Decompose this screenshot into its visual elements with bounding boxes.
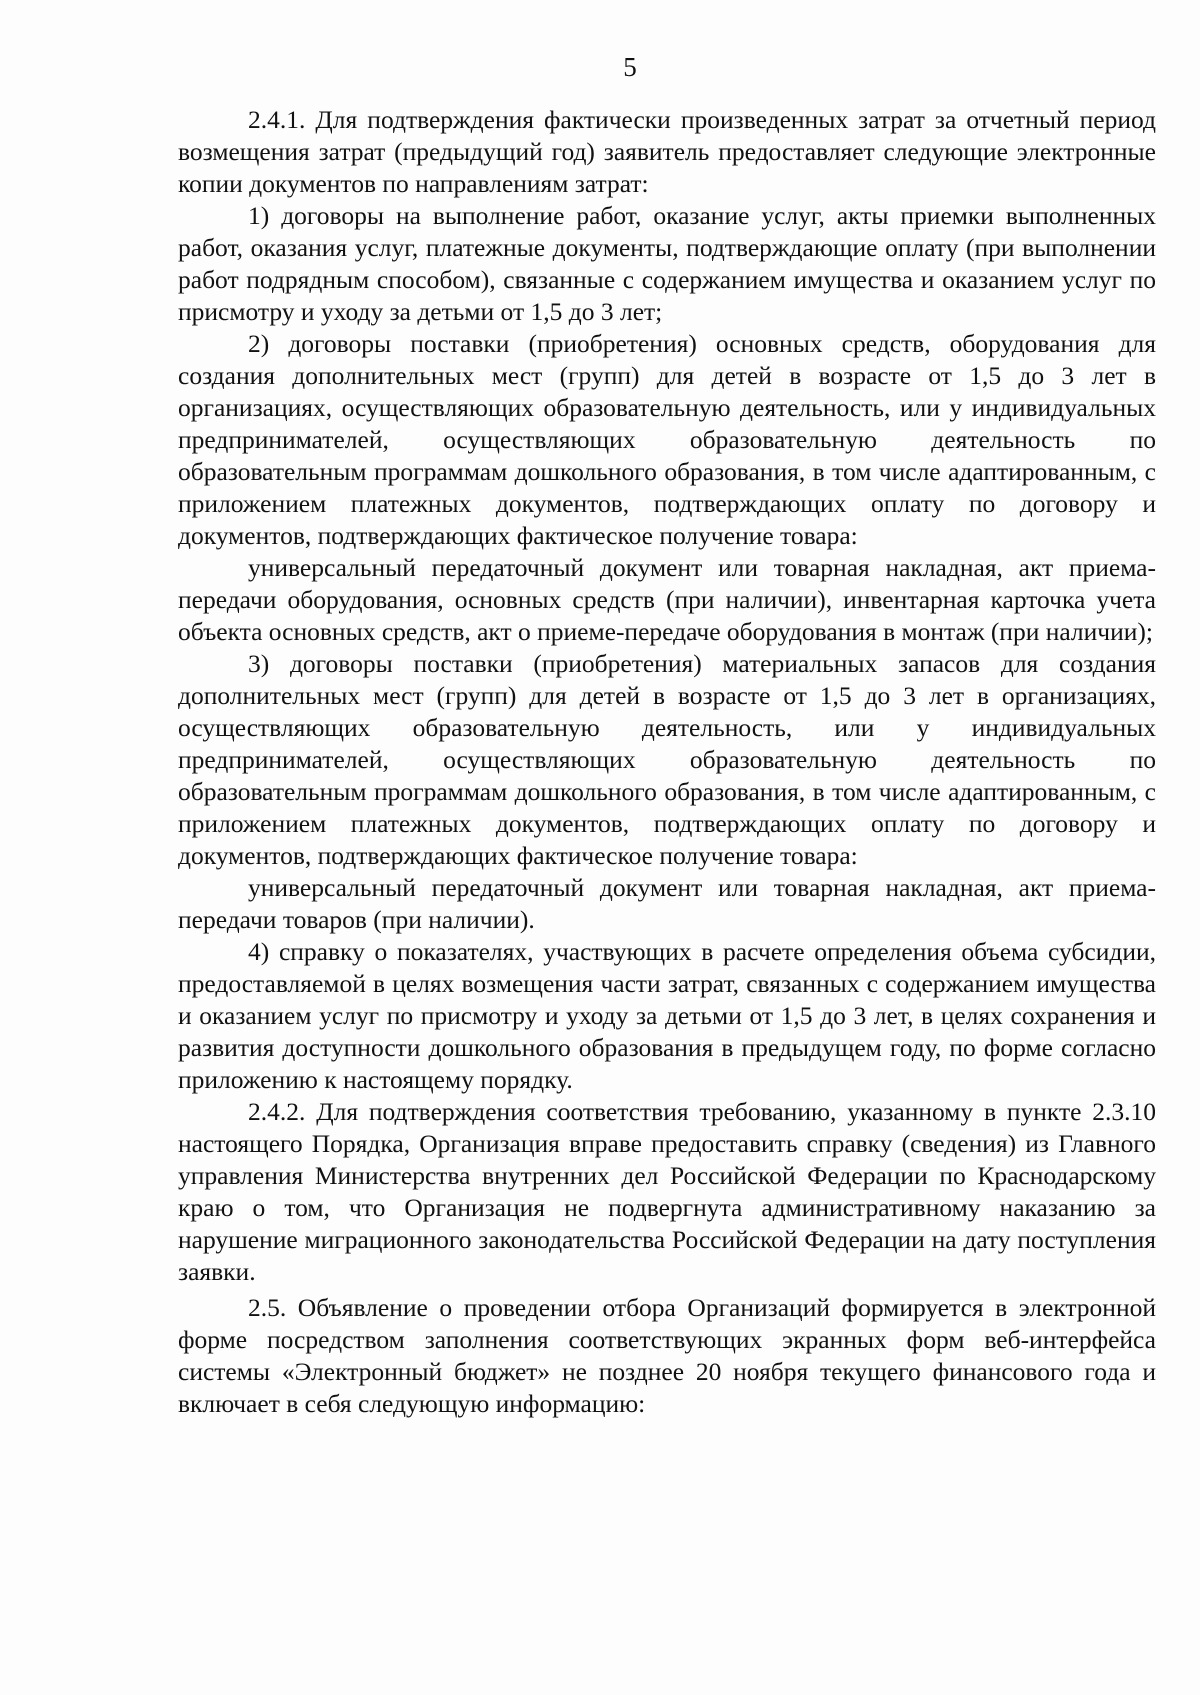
list-item-3: 3) договоры поставки (приобретения) материальных запасов для создания дополнительных мест (групп) для детей в возрасте от 1,5 до 3 лет в организациях, осуществляющих образовательную деятельность, или у индивидуальных предпринимателей, осуществляющих образовательную деятельность по образовательным программам дошкольного образования, в том числе адаптированным, с приложением платежных документов, подтверждающих оплату по договору и документов, подтверждающих фактическое получение товара: [178, 649, 1156, 870]
paragraph-2-4-2: 2.4.2. Для подтверждения соответствия требованию, указанному в пункте 2.3.10 настоящего Порядка, Организация вправе предоставить справку (сведения) из Главного управления Министерства внутренних дел Российской Федерации по Краснодарскому краю о том, что Организация не подвергнута административному наказанию за нарушение миграционного законодательства Российской Федерации на дату поступления заявки. [178, 1097, 1156, 1286]
list-item-2-documents: универсальный передаточный документ или товарная накладная, акт приема-передачи оборудования, основных средств (при наличии), инвентарная карточка учета объекта основных средств, акт о приеме-передаче оборудования в монтаж (при наличии); [178, 553, 1156, 646]
list-item-2: 2) договоры поставки (приобретения) основных средств, оборудования для создания дополнительных мест (групп) для детей в возрасте от 1,5 до 3 лет в организациях, осуществляющих образовательную деятельность, или у индивидуальных предпринимателей, осуществляющих образовательную деятельность по образовательным программам дошкольного образования, в том числе адаптированным, с приложением платежных документов, подтверждающих оплату по договору и документов, подтверждающих фактическое получение товара: [178, 329, 1156, 550]
page-number: 5 [623, 52, 637, 82]
list-item-3-documents: универсальный передаточный документ или товарная накладная, акт приема-передачи товаров (при наличии). [178, 873, 1156, 934]
paragraph-2-4-1: 2.4.1. Для подтверждения фактически произведенных затрат за отчетный период возмещения затрат (предыдущий год) заявитель предоставляет следующие электронные копии документов по направлениям затрат: [178, 105, 1156, 198]
list-item-4: 4) справку о показателях, участвующих в расчете определения объема субсидии, предоставляемой в целях возмещения части затрат, связанных с содержанием имущества и оказанием услуг по присмотру и уходу за детьми от 1,5 до 3 лет, в целях сохранения и развития доступности дошкольного образования в предыдущем году, по форме согласно приложению к настоящему порядку. [178, 937, 1156, 1094]
list-item-1: 1) договоры на выполнение работ, оказание услуг, акты приемки выполненных работ, оказания услуг, платежные документы, подтверждающие оплату (при выполнении работ подрядным способом), связанные с содержанием имущества и оказанием услуг по присмотру и уходу за детьми от 1,5 до 3 лет; [178, 201, 1156, 326]
paragraph-2-5: 2.5. Объявление о проведении отбора Организаций формируется в электронной форме посредством заполнения соответствующих экранных форм веб-интерфейса системы «Электронный бюджет» не позднее 20 ноября текущего финансового года и включает в себя следующую информацию: [178, 1293, 1156, 1418]
document-body [178, 104, 1156, 1420]
